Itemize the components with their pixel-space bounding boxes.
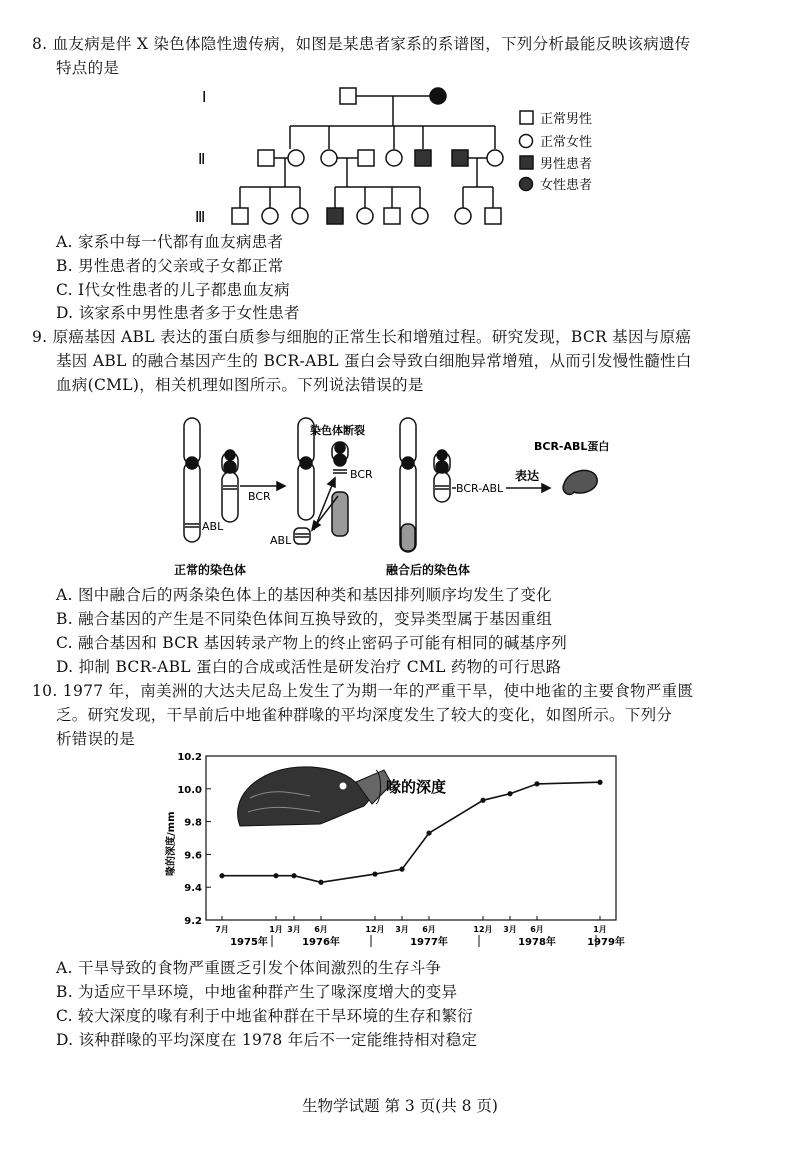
- q8-option-d: D. 该家系中男性患者多于女性患者: [56, 304, 300, 322]
- break-label: 染色体断裂: [310, 424, 365, 437]
- x-month-label: 1月: [593, 925, 607, 934]
- data-point: [534, 781, 539, 786]
- chromosome-breaking-22: [332, 442, 348, 536]
- q9-stem-line1: 9. 原癌基因 ABL 表达的蛋白质参与细胞的正常生长和增殖过程。研究发现，BCR 基因与原癌: [32, 328, 692, 346]
- bcr-abl-label: BCR-ABL: [456, 482, 504, 495]
- normal-chromosome-label: 正常的染色体: [174, 563, 247, 577]
- data-point: [219, 873, 224, 878]
- legend-normal-male: 正常男性: [540, 112, 593, 127]
- q9-option-d: D. 抑制 BCR-ABL 蛋白的合成或活性是研发治疗 CML 药物的可行思路: [56, 658, 562, 676]
- x-month-label: 3月: [287, 925, 301, 934]
- data-point: [426, 830, 431, 835]
- data-point: [318, 880, 323, 885]
- q10-stem-line1: 10. 1977 年，南美洲的大达夫尼岛上发生了为期一年的严重干旱，使中地雀的主要食物严重匮: [32, 682, 694, 700]
- chromosome-normal-9: [184, 418, 200, 542]
- q9-stem-line2: 基因 ABL 的融合基因产生的 BCR-ABL 蛋白会导致白细胞异常增殖，从而引发慢性髓性白: [56, 352, 692, 370]
- pedigree-III-male-affected: [327, 208, 343, 224]
- q10-option-a: A. 干旱导致的食物严重匮乏引发个体间激烈的生存斗争: [56, 959, 442, 977]
- protein-label: BCR-ABL蛋白: [534, 440, 610, 453]
- q8-option-c: C. Ⅰ代女性患者的儿子都患血友病: [56, 281, 290, 299]
- y-tick-label: 9.6: [184, 850, 202, 862]
- pedigree-I-male-normal: [340, 88, 356, 104]
- data-point: [291, 873, 296, 878]
- x-month-label: 6月: [314, 925, 328, 934]
- page-footer: 生物学试题 第 3 页(共 8 页): [302, 1097, 498, 1115]
- data-point: [273, 873, 278, 878]
- pedigree-II-female-4: [487, 150, 503, 166]
- x-year-label: 1975年: [230, 937, 268, 948]
- q10-stem-line2: 乏。研究发现，干旱前后中地雀种群喙的平均深度发生了较大的变化，如图所示。下列分: [56, 706, 673, 724]
- chromosome-normal-22: [222, 450, 238, 522]
- q9-option-b: B. 融合基因的产生是不同染色体间互换导致的，变异类型属于基因重组: [56, 610, 553, 628]
- bcr-abl-protein-shape: [563, 470, 597, 494]
- x-year-label: 1979年: [587, 937, 625, 948]
- pedigree-III-female-4: [412, 208, 428, 224]
- pedigree-III-female-5: [455, 208, 471, 224]
- x-year-label: 1978年: [518, 937, 556, 948]
- pedigree-III-male-2: [384, 208, 400, 224]
- legend-affected-female: 女性患者: [540, 178, 593, 193]
- y-tick-label: 9.8: [184, 817, 202, 829]
- abl-label-1: ABL: [202, 520, 224, 533]
- q8-option-a: A. 家系中每一代都有血友病患者: [56, 233, 284, 251]
- pedigree-III-male-3: [485, 208, 501, 224]
- pedigree-I-female-affected: [430, 88, 446, 104]
- gen-label-III: Ⅲ: [195, 208, 206, 226]
- pedigree-II-male-affected-1: [415, 150, 431, 166]
- finch-head-illustration: [238, 767, 392, 826]
- gen-label-I: Ⅰ: [202, 88, 207, 106]
- chromosome-fused-9: [400, 418, 416, 552]
- q8-stem-line1: 8. 血友病是伴 X 染色体隐性遗传病，如图是某患者家系的系谱图，下列分析最能反映该病遗传: [32, 35, 691, 53]
- q8-stem-line2: 特点的是: [56, 59, 120, 77]
- x-month-label: 6月: [530, 925, 544, 934]
- y-axis-label: 喙的深度/mm: [166, 811, 177, 876]
- chromosome-figure: [160, 412, 640, 584]
- bcr-label-1: BCR: [248, 490, 271, 503]
- pedigree-II-female-2: [321, 150, 337, 166]
- x-month-label: 12月: [365, 925, 385, 934]
- y-tick-label: 10.2: [177, 752, 202, 763]
- fused-chromosome-label: 融合后的染色体: [386, 563, 471, 577]
- x-year-label: 1976年: [302, 937, 340, 948]
- legend-affected-male: 男性患者: [540, 157, 593, 172]
- gen-label-II: Ⅱ: [198, 150, 206, 168]
- q10-option-b: B. 为适应干旱环境，中地雀种群产生了喙深度增大的变异: [56, 983, 458, 1001]
- q10-option-d: D. 该种群喙的平均深度在 1978 年后不一定能维持相对稳定: [56, 1031, 478, 1049]
- x-month-label: 1月: [269, 925, 283, 934]
- x-month-label: 3月: [395, 925, 409, 934]
- abl-label-2: ABL: [270, 534, 292, 547]
- q10-option-c: C. 较大深度的喙有利于中地雀种群在干旱环境的生存和繁衍: [56, 1007, 474, 1025]
- pedigree-II-female-1: [288, 150, 304, 166]
- bcr-label-2: BCR: [350, 468, 373, 481]
- pedigree-II-male-affected-2: [452, 150, 468, 166]
- express-label: 表达: [515, 469, 540, 483]
- pedigree-III-female-1: [262, 208, 278, 224]
- x-year-label: 1977年: [410, 937, 448, 948]
- q9-option-c: C. 融合基因和 BCR 基因转录产物上的终止密码子可能有相同的碱基序列: [56, 634, 568, 652]
- beak-depth-annotation: 喙的深度: [386, 778, 447, 796]
- pedigree-III-male-1: [232, 208, 248, 224]
- pedigree-II-female-3: [386, 150, 402, 166]
- q10-stem-line3: 析错误的是: [56, 730, 136, 748]
- data-point: [372, 871, 377, 876]
- data-point: [480, 798, 485, 803]
- x-month-label: 12月: [473, 925, 493, 934]
- x-month-label: 6月: [422, 925, 436, 934]
- legend-normal-female: 正常女性: [540, 135, 593, 150]
- data-point: [597, 780, 602, 785]
- data-point: [399, 867, 404, 872]
- y-tick-label: 9.2: [184, 916, 202, 927]
- pedigree-III-female-3: [357, 208, 373, 224]
- x-month-label: 3月: [503, 925, 517, 934]
- data-point: [507, 791, 512, 796]
- y-tick-label: 9.4: [184, 883, 202, 895]
- chromosome-fused-22: [434, 450, 450, 502]
- pedigree-III-female-2: [292, 208, 308, 224]
- pedigree-figure: [190, 82, 610, 232]
- q9-option-a: A. 图中融合后的两条染色体上的基因种类和基因排列顺序均发生了变化: [56, 586, 552, 604]
- beak-depth-chart: [160, 748, 630, 956]
- q9-stem-line3: 血病(CML)，相关机理如图所示。下列说法错误的是: [56, 376, 424, 394]
- q8-option-b: B. 男性患者的父亲或子女都正常: [56, 257, 284, 275]
- pedigree-II-male-2: [358, 150, 374, 166]
- pedigree-II-male-1: [258, 150, 274, 166]
- y-tick-label: 10.0: [177, 784, 202, 796]
- x-month-label: 7月: [215, 925, 229, 934]
